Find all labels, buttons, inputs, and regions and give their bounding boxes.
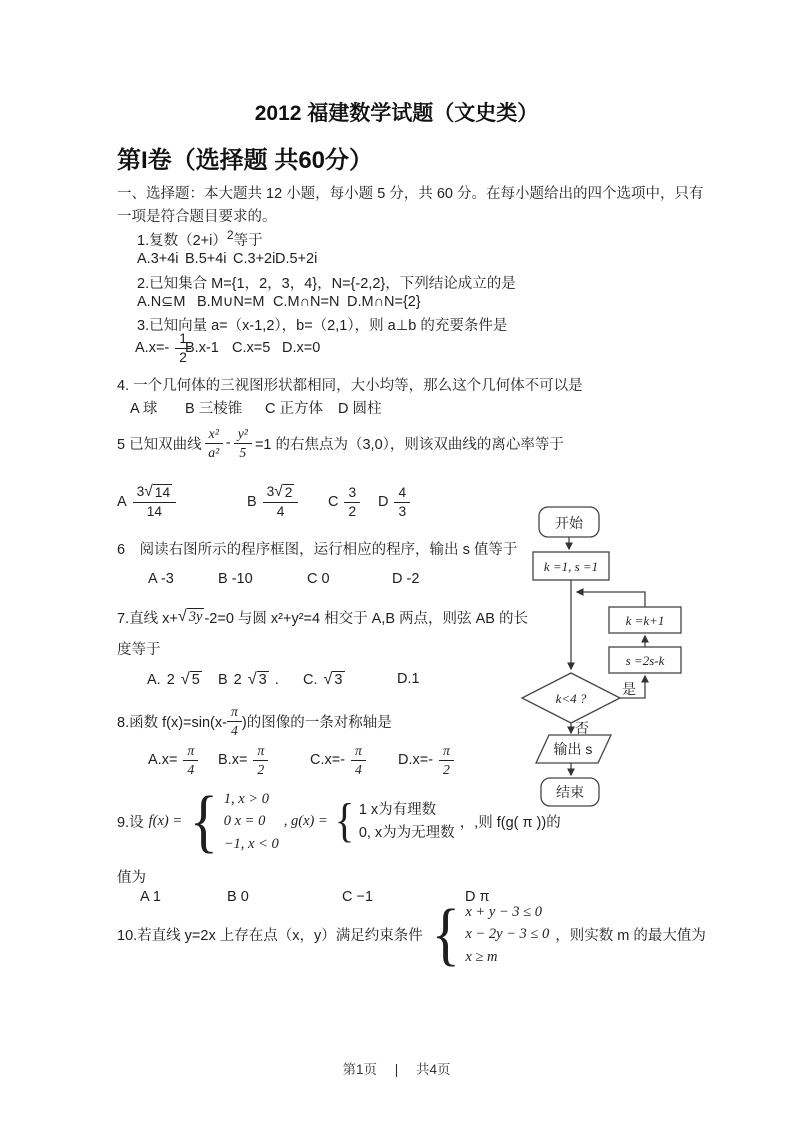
q5-stem-pre: 5 已知双曲线 [117,436,202,453]
q4-option-a: A 球 [130,401,158,417]
q8-option-c [310,741,372,779]
q2-option-d: D.M∩N={2} [347,294,421,310]
q7-option-b-period: . [274,672,279,688]
q6-option-a: A -3 [148,571,174,587]
q5-option-c-label: C [328,494,339,510]
q6-option-b: B -10 [218,571,253,587]
q8-stem-pre: 8.函数 f(x)=sin(x- [117,714,227,731]
question-3-stem: 3.已知向量 a=（x-1,2），b=（2,1），则 a⊥b 的充要条件是 [137,318,508,334]
q1-stem-pre: 1.复数（2+i） [137,232,227,249]
fraction-numerator: 4 [394,485,410,503]
flow-start-label: 开始 [555,515,583,531]
footer-total-pages: 共4页 [416,1062,451,1077]
q2-option-c: C.M∩N=N [273,294,340,310]
q5-stem-post: =1 的右焦点为（3,0），则该双曲线的离心率等于 [254,436,564,453]
question-1-options [0,251,793,273]
q6-option-d: D -2 [392,571,420,587]
radicand: 3y [188,609,203,625]
fraction [394,485,410,520]
q5-minus: - [225,435,231,451]
page-footer [0,1058,793,1078]
fraction-denominator: 2 [443,761,450,777]
q9-option-a: A 1 [140,889,161,905]
piecewise-lines [359,799,455,844]
q7-option-b-label: B [218,672,228,688]
fraction [351,743,366,778]
radicand: 3 [334,672,343,689]
question-3-options [0,330,793,366]
fraction-denominator: a² [208,444,220,460]
fraction-denominator: 2 [348,503,357,519]
q5-option-d [378,477,416,527]
q8-option-b [218,741,274,779]
constraint-3: x ≥ m [465,948,498,965]
coefficient: 3 [136,484,145,500]
question-8-stem [117,702,392,740]
q9-stem-post: ，,则 f(g( π ))的 [459,815,561,832]
fraction-numerator: x² [205,426,223,444]
question-1-stem [137,228,263,250]
q2-option-a: A.N⊆M [137,294,186,310]
fraction-denominator: 4 [187,761,195,777]
radical [274,484,294,501]
section-heading: 第I卷（选择题 共60分） [117,147,374,174]
fraction [253,743,268,778]
q8-option-c-text: C.x=- [310,752,346,768]
fraction-numerator [263,484,299,503]
radical [178,608,205,626]
q7-option-d: D.1 [397,671,420,687]
q3-option-d: D.x=0 [282,340,321,356]
question-7-stem-line2: 度等于 [117,642,161,658]
q1-option-c: C.3+2i [233,251,276,267]
q9-f-definition: f(x) = [148,813,183,830]
fraction [439,743,454,778]
instructions-line1: 一、选择题：本大题共 12 小题，每小题 5 分，共 60 分。在每小题给出的四个选项中，只有 [117,186,704,202]
fraction-denominator: 4 [355,761,362,777]
flow-loopback-arrow [577,592,645,607]
constraint-1: x + y − 3 ≤ 0 [465,904,543,920]
fraction-denominator: 14 [146,504,163,519]
radical-sign: √ [323,670,333,689]
q9-option-b: B 0 [227,889,249,905]
q8-option-d [398,741,460,779]
fraction-numerator: y² [234,426,252,444]
q5-option-b [247,477,304,527]
fraction-numerator: π [227,704,242,722]
footer-page-number: 第1页 [342,1062,377,1077]
question-4-stem: 4. 一个几何体的三视图形状都相同，大小均等，那么这个几何体不可以是 [117,378,583,394]
fraction-numerator [133,484,176,503]
radicand: 2 [284,485,293,501]
q8-stem-post: )的图像的一条对称轴是 [241,714,392,731]
q8-option-a [148,741,204,779]
radical-sign: √ [180,670,190,689]
question-6-stem: 6 阅读右图所示的程序框图，运行相应的程序，输出 s 值等于 [117,542,518,558]
question-9-stem-line2: 值为 [117,870,146,886]
fraction [344,485,360,520]
f-case-3: −1, x < 0 [223,835,279,852]
fraction [263,484,299,520]
q7-option-b [218,665,285,695]
q3-option-b: B.x-1 [185,340,219,356]
fraction-numerator: 1 [175,331,191,349]
f-case-2: 0 x = 0 [223,813,266,830]
q5-option-a [117,477,182,527]
q1-superscript: 2 [226,228,234,242]
coefficient: 2 [233,672,242,688]
radical-sign: √ [177,607,187,625]
instructions-line2: 一项是符合题目要求的。 [117,209,277,225]
q9-stem-pre: 9.设 [117,815,144,832]
q5-option-d-label: D [378,494,389,510]
radical-sign: √ [274,483,283,501]
piecewise-g [333,794,455,848]
flow-update-label: s =2s-k [625,653,665,668]
fraction-numerator: π [253,743,268,761]
q9-g-definition: , g(x) = [283,813,328,830]
q10-stem-post: ，则实数 m 的最大值为 [555,928,706,945]
flow-init-label: k =1, s =1 [543,559,599,574]
f-case-1: 1, x > 0 [223,791,269,807]
q7-stem-post: -2=0 与圆 x²+y²=4 相交于 A,B 两点，则弦 AB 的长 [204,610,528,627]
q5-option-c [328,477,366,527]
coefficient: 2 [166,672,175,688]
fraction-numerator: π [439,743,454,761]
program-flowchart [505,495,690,815]
q1-stem-post: 等于 [233,232,263,249]
q1-option-a: A.3+4i [137,251,179,267]
question-4-options [0,397,793,419]
g-case-1: 1 x为有理数 [358,802,437,819]
q7-option-c-label: C. [303,672,318,688]
left-brace: { [189,782,219,860]
radicand: 14 [154,485,171,501]
q3-option-a-text: A.x=- [135,340,170,356]
radicand: 3 [258,672,267,689]
left-brace: { [334,794,355,848]
fraction [205,426,223,461]
q10-stem-pre: 10.若直线 y=2x 上存在点（x，y）满足约束条件 [117,928,423,945]
radical [248,671,269,688]
piecewise-f [187,782,279,860]
radicand: 5 [191,672,200,689]
flow-output-label: 输出 s [553,741,593,757]
fraction-denominator: 2 [179,349,187,365]
q1-option-b: B.5+4i [185,251,227,267]
q9-option-c: C −1 [342,889,374,905]
radical [181,671,202,688]
page-title: 2012 福建数学试题（文史类） [254,102,539,125]
q4-option-c: C 正方体 [265,401,323,417]
q7-option-a [147,665,208,695]
q7-stem-pre: 7.直线 x+ [117,610,178,627]
footer-separator: | [394,1062,399,1077]
fraction-numerator: π [183,743,198,761]
fraction-denominator: 3 [398,503,407,519]
q8-option-b-text: B.x= [218,752,248,768]
q8-option-d-text: D.x=- [398,752,434,768]
flow-end-label: 结束 [556,784,584,800]
fraction [183,743,198,778]
g-case-2: 0, x为为无理数 [358,824,455,841]
radical [324,671,345,688]
question-2-options [0,294,793,316]
q4-option-b: B 三棱锥 [185,401,243,417]
question-5-stem [117,423,564,463]
q5-option-b-label: B [247,494,257,510]
fraction [234,426,252,461]
fraction [133,484,176,520]
fraction-numerator: 3 [344,485,360,503]
fraction [227,704,242,739]
q9-option-d: D π [465,889,490,905]
question-9-stem [117,782,561,860]
q3-option-c: C.x=5 [232,340,271,356]
coefficient: 3 [266,484,275,500]
q2-option-b: B.M∪N=M [197,294,265,310]
flow-no-label: 否 [575,720,589,736]
fraction-denominator: 2 [257,761,265,777]
radical-sign: √ [144,483,153,501]
constraint-lines [465,901,549,968]
question-7-stem-line1 [117,602,528,632]
q8-option-a-text: A.x= [148,752,178,768]
flow-condition-label: k<4 ? [555,691,587,706]
fraction-numerator: π [351,743,366,761]
left-brace: { [431,895,460,973]
flow-yes-label: 是 [622,681,636,697]
q7-option-a-label: A. [147,672,161,688]
q1-option-d: D.5+2i [275,251,318,267]
flow-increment-label: k =k+1 [625,613,665,628]
fraction-denominator: 4 [276,504,285,519]
piecewise-lines [224,788,279,855]
radical [144,484,172,501]
fraction-denominator: 4 [230,722,238,738]
question-2-stem: 2.已知集合 M={1，2，3，4}，N={-2,2}，下列结论成立的是 [137,276,516,292]
radical-sign: √ [247,670,257,689]
q4-option-d: D 圆柱 [338,401,382,417]
constraint-2: x − 2y − 3 ≤ 0 [465,926,550,943]
q6-option-c: C 0 [307,571,330,587]
q5-option-a-label: A [117,494,127,510]
fraction-denominator: 5 [239,444,247,460]
q7-option-c [303,665,351,695]
